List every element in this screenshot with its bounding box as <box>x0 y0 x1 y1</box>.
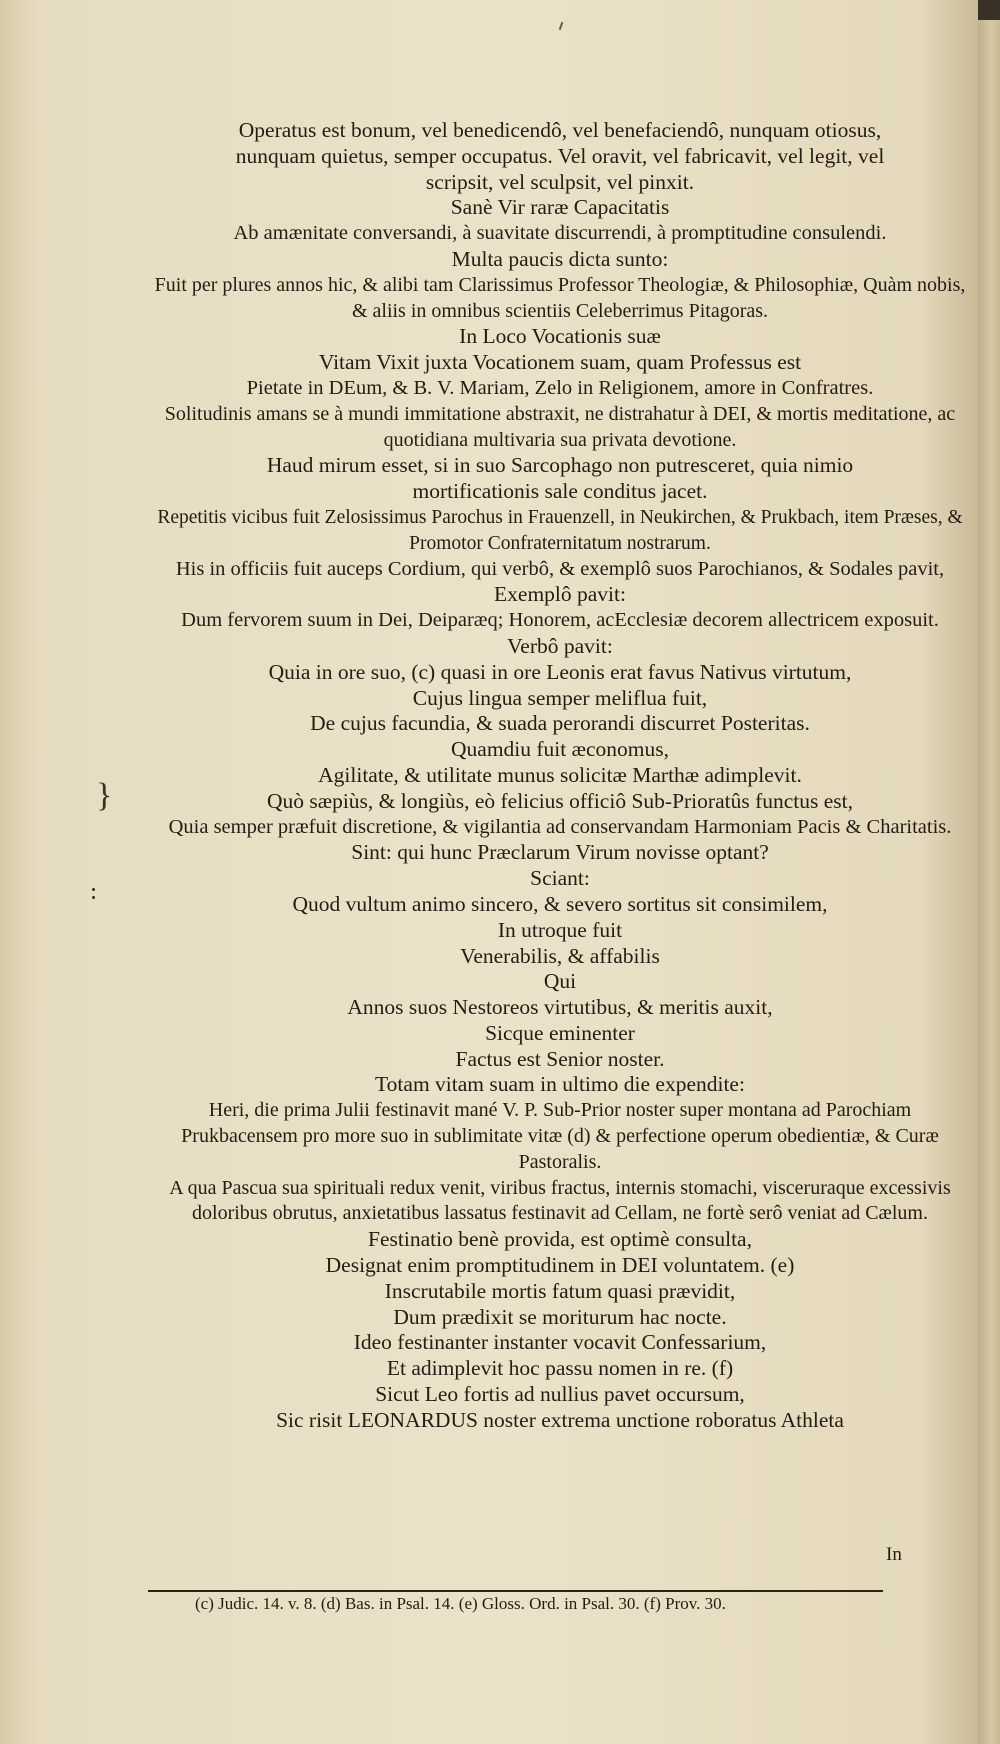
text-line: Fuit per plures annos hic, & alibi tam Clarissimus Professor Theologiæ, & Philosophiæ, Quàm nobis, & aliis in omnibus scientiis Celeberrimus Pitagoras. <box>154 273 966 322</box>
text-line: Ideo festinanter instanter vocavit Confessarium, <box>353 1330 767 1355</box>
text-line: Factus est Senior noster. <box>455 1046 665 1071</box>
text-line: Festinatio benè provida, est optimè consulta, <box>368 1227 752 1252</box>
text-line: Venerabilis, & affabilis <box>460 943 660 968</box>
text-line: Dum prædixit se moriturum hac nocte. <box>393 1304 727 1329</box>
text-line: In Loco Vocationis suæ <box>459 324 661 349</box>
text-line: Inscrutabile mortis fatum quasi prævidit, <box>384 1278 736 1303</box>
text-line: Sint: qui hunc Præclarum Virum novisse optant? <box>351 840 769 865</box>
text-line: Et adimplevit hoc passu nomen in re. (f) <box>386 1356 734 1381</box>
text-line: A qua Pascua sua spirituali redux venit, viribus fractus, internis stomachi, visceruraque excessivis doloribus obrutus, anxietatibus lassatus festinavit ad Cellam, ne fortè serô veniat ad Cælum. <box>169 1176 951 1225</box>
text-line: Agilitate, & utilitate munus solicitæ Marthæ adimplevit. <box>318 762 802 787</box>
text-line: Repetitis vicibus fuit Zelosissimus Parochus in Frauenzell, in Neukirchen, & Prukbach, item Præses, & Promotor Confraternitatum nostrarum. <box>157 506 963 554</box>
page-corner-shadow <box>978 0 1000 20</box>
text-line: Sanè Vir raræ Capacitatis <box>450 195 670 220</box>
text-line: Vitam Vixit juxta Vocationem suam, quam Professus est <box>318 350 802 375</box>
text-line: Ab amænitate conversandi, à suavitate discurrendi, à promptitudine consulendi. <box>233 222 887 245</box>
text-line: Exemplô pavit: <box>494 582 626 607</box>
text-line: Multa paucis dicta sunto: <box>451 246 669 271</box>
footnote-rule <box>148 1590 883 1592</box>
body-text <box>150 118 970 1434</box>
catchword: In <box>886 1544 902 1565</box>
text-line: Heri, die prima Julii festinavit mané V. P. Sub-Prior noster super montana ad Parochiam Prukbacensem pro more suo in sublimitate vitæ (d) & perfectione operum obedientiæ, & Curæ Pastoralis. <box>181 1099 939 1173</box>
text-line: Operatus est bonum, vel benedicendô, vel benefaciendô, nunquam otiosus, nunquam quietus, semper occupatus. Vel oravit, vel fabricavit, vel legit, vel scripsit, vel sculpsit, vel pinxit. <box>235 118 885 194</box>
text-line: Quò sæpiùs, & longiùs, eò felicius officiô Sub-Prioratûs functus est, <box>266 788 854 813</box>
text-line: Verbô pavit: <box>507 633 613 658</box>
text-line: Designat enim promptitudinem in DEI voluntatem. (e) <box>325 1253 795 1278</box>
text-line: Sciant: <box>530 866 590 891</box>
text-line: Pietate in DEum, & B. V. Mariam, Zelo in Religionem, amore in Confratres. <box>246 376 874 399</box>
text-line: In utroque fuit <box>497 917 623 942</box>
text-line: Qui <box>543 969 577 994</box>
text-line: Sic risit LEONARDUS noster extrema unctione roboratus Athleta <box>276 1407 844 1432</box>
text-line: Quamdiu fuit æconomus, <box>451 737 669 762</box>
text-line: Quod vultum animo sincero, & severo sortitus sit consimilem, <box>292 891 828 916</box>
text-line: His in officiis fuit auceps Cordium, qui verbô, & exemplô suos Parochianos, & Sodales pavit, <box>175 557 945 580</box>
text-line: Annos suos Nestoreos virtutibus, & meritis auxit, <box>347 995 773 1020</box>
text-line: Cujus lingua semper meliflua fuit, <box>412 685 708 710</box>
text-line: Sicut Leo fortis ad nullius pavet occursum, <box>375 1382 745 1407</box>
text-line: Haud mirum esset, si in suo Sarcophago non putresceret, quia nimio mortificationis sale conditus jacet. <box>266 453 854 504</box>
ink-mark <box>559 22 564 30</box>
page-edge <box>978 0 1000 1744</box>
text-line: De cujus facundia, & suada perorandi discurret Posteritas. <box>310 711 810 736</box>
margin-dot <box>92 888 95 891</box>
text-line: Quia semper præfuit discretione, & vigilantia ad conservandam Harmoniam Pacis & Charitatis. <box>168 815 952 838</box>
text-line: Totam vitam suam in ultimo die expendite: <box>375 1072 745 1097</box>
text-line: Solitudinis amans se à mundi immitatione abstraxit, ne distrahatur à DEI, & mortis meditatione, ac quotidiana multivaria sua privata devotione. <box>164 402 956 451</box>
text-line: Sicque eminenter <box>485 1020 635 1045</box>
text-line: Quia in ore suo, (c) quasi in ore Leonis erat favus Nativus virtutum, <box>268 659 852 684</box>
margin-dot <box>92 896 95 899</box>
margin-bracket-mark: } <box>96 777 113 814</box>
text-line: Dum fervorem suum in Dei, Deiparæq; Honorem, acEcclesiæ decorem allectricem exposuit. <box>181 609 939 632</box>
footnotes: (c) Judic. 14. v. 8. (d) Bas. in Psal. 14. (e) Gloss. Ord. in Psal. 30. (f) Prov. 30. <box>195 1594 726 1613</box>
